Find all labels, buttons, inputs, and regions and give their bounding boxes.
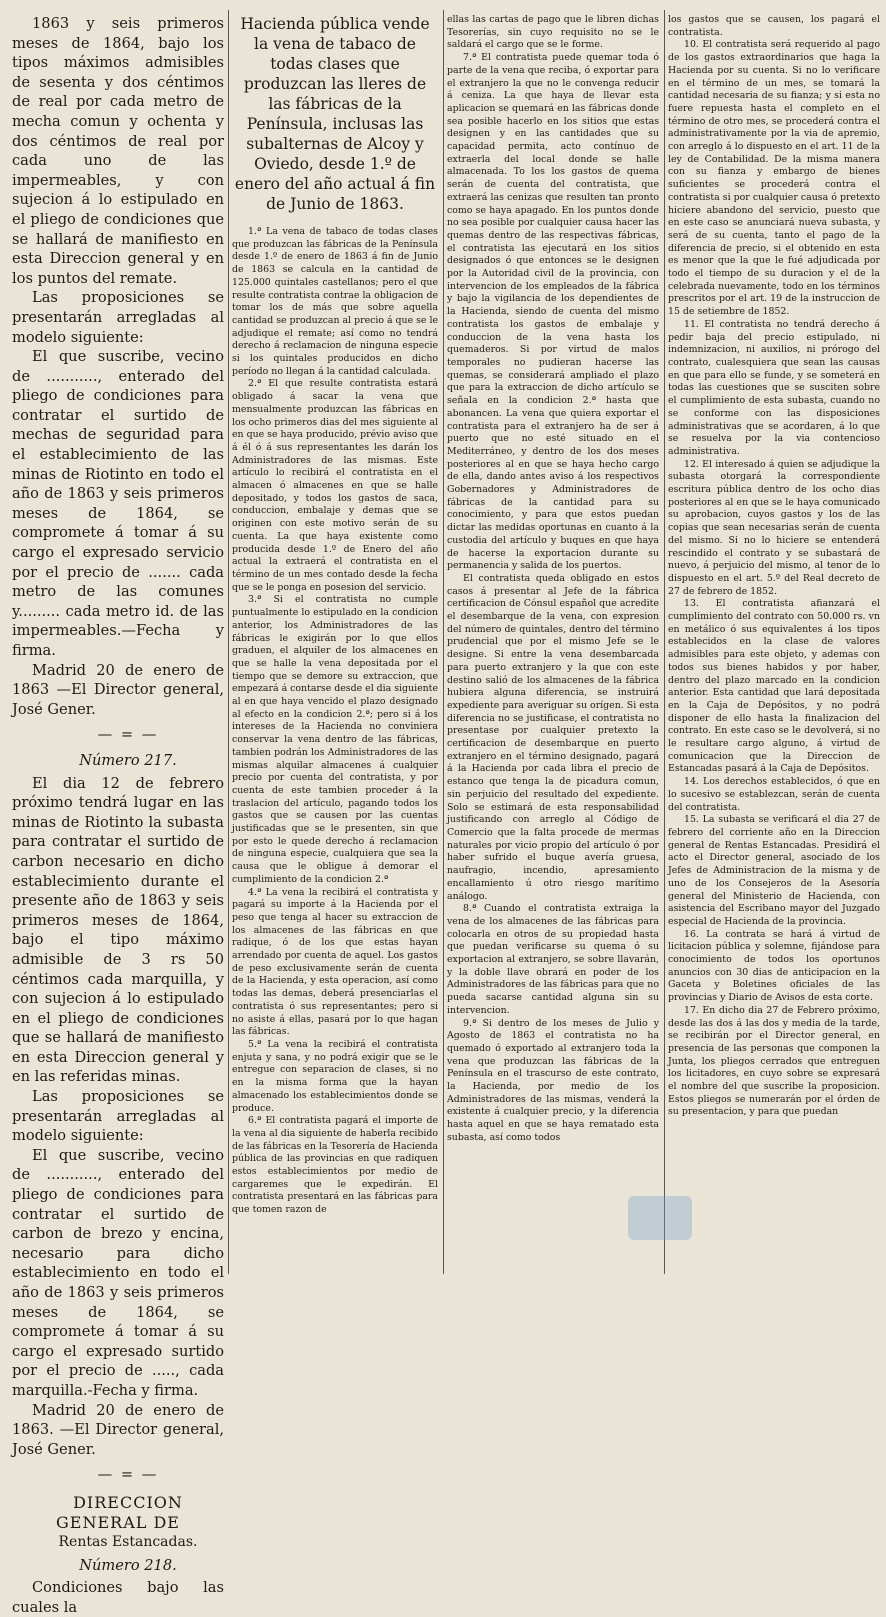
paragraph: ellas las cartas de pago que le libren dichas Tesorerías, sin cuyo requisito no se le saldará el cargo que se le forme. <box>447 14 659 51</box>
paragraph: El que suscribe, vecino de ..........., enterado del pliego de condiciones para contratar el surtido de carbon de brezo y encina, necesario para dicho establecimiento en todo el año de 1863 y seis primeros meses de 1864, se compromete á tomar á su cargo el expresado surtido por el precio de ....., cada marquilla.-Fecha y firma. <box>12 1146 224 1399</box>
signature-line: Madrid 20 de enero de 1863 —El Director general, José Gener. <box>12 661 224 718</box>
paragraph: 16. La contrata se hará á virtud de licitacion pública y solemne, fijándose para conocimiento de todos los oportunos anuncios con 30 dias de anticipacion en la Gaceta y Boletines oficiales de las provincias y Diario de Avisos de esta corte. <box>668 928 880 1004</box>
column-rule <box>664 10 665 1274</box>
notice-number: Número 217. <box>79 751 177 769</box>
paragraph: Las proposiciones se presentarán arregladas al modelo siguiente: <box>12 1088 224 1145</box>
paragraph: 6.ª El contratista pagará el importe de la vena al dia siguiente de haberla recibido de las fábricas en la Tesorería de Hacienda pública de las provincias en que radiquen estos establecimientos por medio de cargaremes que le expedirán. El contratista presentará en las fábricas para que tomen razon de <box>232 1115 438 1216</box>
separator: — = — <box>97 726 159 744</box>
paragraph: Condiciones bajo las cuales la <box>12 1579 224 1616</box>
ink-stain <box>628 1196 692 1240</box>
paragraph: 11. El contratista no tendrá derecho á pedir baja del precio estipulado, ni indemnizacion, ni auxilios, ni prórogo del contrato, cualesquiera que sean las causas en que para ello se funde, y se someterá en todas las cuestiones que se susciten sobre el cumplimiento de esta subasta, cuando no se conforme con las disposiciones administrativas que se acordaren, á lo que se resuelva por la via contencioso administrativa. <box>668 318 880 457</box>
paragraph: 14. Los derechos establecidos, ó que en lo sucesivo se establezcan, serán de cuenta del contratista. <box>668 776 880 813</box>
column-4 <box>668 14 880 1274</box>
column-rule <box>443 10 444 1274</box>
notice-number: Número 218. <box>79 1556 177 1574</box>
paragraph: 13. El contratista afianzará el cumplimiento del contrato con 50.000 rs. vn en metálico ó sus equivalentes á los tipos establecidos en la clase de valores admisibles para este objeto, y ademas con todos sus bienes habidos y por haber, dentro del plazo marcado en la condicion anterior. Esta cantidad que lará depositada en la Caja de Depósitos, y no podrá disponer de ello hasta la finalizacion del contrato. En este caso se le devolverá, si no le resultare cargo alguno, á virtud de comunicacion que la Direccion de Estancadas pasará á la Caja de Depósitos. <box>668 598 880 775</box>
section-heading: DIRECCION GENERAL DE <box>56 1492 183 1532</box>
paragraph: El contratista queda obligado en estos casos á presentar al Jefe de la fábrica certificacion de Cónsul español que acredite el desembarque de la vena, con expresion del número de quintales, dentro del término prudencial que por el mismo Jefe se le designe. Si entre la vena desembarcada para puerto extranjero y la que con este destino salió de los almacenes de la fábrica hubiera alguna diferencia, se instruirá expediente para averiguar su orígen. Si esta diferencia no se justificase, el contratista no presentase por cualquier pretexto la certificacion de desembarque en puerto extranjero en el término designado, pagará á la Hacienda por cada libra el precio de estanco que tenga la de picadura comun, sin perjuicio del resultado del expediente. Solo se estimará de esta responsabilidad justificando con arreglo al Código de Comercio que la falta procede de mermas naturales por vicio propio del artículo ó por haber sufrido el buque avería gruesa, naufragio, incendio, apresamiento encallamiento ú otro riesgo marítimo análogo. <box>447 572 659 902</box>
column-2 <box>232 14 438 1274</box>
column-3 <box>447 14 659 1274</box>
paragraph: 1.ª La vena de tabaco de todas clases que produzcan las fábricas de la Península desde 1.º de enero de 1863 á fin de Junio de 1863 se calcula en la cantidad de 125.000 quintales castellanos; pero el que resulte contratista contrae la obligacion de tomar los de más que sobre aquella cantidad se produzcan al precio á que se le adjudique el remate; así como no tendrá derecho á reclamacion de ninguna especie si los quintales producidos en dicho período no llegan á la cantidad calculada. <box>232 226 439 377</box>
column-1 <box>12 14 224 1616</box>
paragraph: 10. El contratista será requerido al pago de los gastos extraordinarios que haga la Hacienda por su cuenta. Si no lo verificare en el término de un mes, se tomará la cantidad necesaria de su fianza; y si esta no fuere repuesta hasta el completo en el término de otro mes, se procederá contra el administrativamente por la via de apremio, con arreglo á lo dispuesto en el art. 11 de la ley de Contabilidad. De la misma manera con su fianza y embargo de bienes suficientes se procederá contra el contratista si por cualquier causa ó pretexto hiciere abandono del servicio, puesto que en este caso se anunciará nueva subasta, y será de su cuenta, tanto el pago de la diferencia de precio, si el obtenido en esta es menor que la que le fué adjudicada por todo el tiempo de su duracion y el de la celebrada nuevamente, todo en los términos prescritos por el art. 19 de la instruccion de 15 de setiembre de 1852. <box>668 39 880 318</box>
notice-title: Hacienda pública vende la vena de tabaco de todas clases que produzcan las lleres de las fábricas de la Península, inclusas las subalternas de Alcoy y Oviedo, desde 1.º de enero del año actual á fin de Junio de 1863. <box>234 15 436 213</box>
paragraph: los gastos que se causen, los pagará el contratista. <box>668 14 880 38</box>
separator: — = — <box>97 1466 159 1484</box>
paragraph: 5.ª La vena la recibirá el contratista enjuta y sana, y no podrá exigir que se le entregue con separacion de clases, si no en la misma forma que la hayan almacenado los establecimientos donde se produce. <box>232 1039 438 1114</box>
section-subheading: Rentas Estancadas. <box>58 1533 198 1550</box>
paragraph: Las proposiciones se presentarán arregladas al modelo siguiente: <box>12 289 224 346</box>
paragraph: 2.ª El que resulte contratista estará obligado á sacar la vena que mensualmente produzcan las fábricas en los ocho primeros dias del mes siguiente al en que se haya producido, prévio aviso que á él ó á sus representantes les darán los Administradores de las mismas. Este artículo lo recibirá el contratista en el almacen ó almacenes en que se halle depositado, y todos los gastos de saca, conduccion, embalaje y demas que se originen con este motivo serán de su cuenta. La que haya existente como producida desde 1.º de Enero del año actual la extraerá el contratista en el término de un mes contado desde la fecha que se le ponga en posesion del servicio. <box>232 378 438 593</box>
column-rule <box>228 10 229 1274</box>
paragraph: 1863 y seis primeros meses de 1864, bajo los tipos máximos admisibles de sesenta y dos céntimos de real por cada metro de mecha comun y ochenta y dos céntimos de real por cada uno de las impermeables, y con sujecion á lo estipulado en el pliego de condiciones que se hallará de manifiesto en esta Direccion general y en los puntos del remate. <box>12 15 224 287</box>
paragraph: 8.ª Cuando el contratista extraiga la vena de los almacenes de las fábricas para colocarla en otros de su propiedad hasta que puedan verificarse su quema ó su exportacion al extranjero, se sobre llavarán, y la doble llave obrará en poder de los Administradores de las fábricas para que no pueda sacarse cantidad alguna sin su intervencion. <box>447 903 659 1016</box>
paragraph: 9.ª Si dentro de los meses de Julio y Agosto de 1863 el contratista no ha quemado ó exportado al extranjero toda la vena que produzcan las fábricas de la Península en el trascurso de este contrato, la Hacienda, por medio de los Administradores de las mismas, venderá la existente á cualquier precio, y la diferencia hasta aquel en que se haya rematado esta subasta, así como todos <box>447 1017 659 1143</box>
paragraph: 17. En dicho dia 27 de Febrero próximo, desde las dos á las dos y media de la tarde, se recibirán por el Director general, en presencia de las personas que componen la Junta, los pliegos cerrados que entreguen los licitadores, en cuyo sobre se expresará el nombre del que suscribe la proposicion. Estos pliegos se numerarán por el órden de su presentacion, y para que puedan <box>668 1004 880 1118</box>
signature-line: Madrid 20 de enero de 1863. —El Director general, José Gener. <box>12 1401 224 1458</box>
paragraph: 4.ª La vena la recibirá el contratista y pagará su importe á la Hacienda por el peso que tenga al hacer su extraccion de los almacenes de las fábricas en que radique, ó de los que estas hayan arrendado por cuenta de aquel. Los gastos de peso exclusivamente serán de cuenta de la Hacienda, y esta operacion, así como todas las demas, deberá presenciarlas el contratista ó sus representantes; pero si no asiste á ellas, pasará por lo que hagan las fábricas. <box>232 886 438 1038</box>
paragraph: El dia 12 de febrero próximo tendrá lugar en las minas de Riotinto la subasta para contratar el surtido de carbon necesario en dicho establecimiento durante el presente año de 1863 y seis primeros meses de 1864, bajo el tipo máximo admisible de 3 rs 50 céntimos cada marquilla, y con sujecion á lo estipulado en el pliego de condiciones que se hallará de manifiesto en esta Direccion general y en las referidas minas. <box>12 774 224 1086</box>
paragraph: El que suscribe, vecino de ..........., enterado del pliego de condiciones para contratar el surtido de mechas de seguridad para el establecimiento de las minas de Riotinto en todo el año de 1863 y seis primeros meses de 1864, se compromete á tomar á su cargo el expresado servicio por el precio de ....... cada metro de las comunes y......... cada metro id. de las impermeables.—Fecha y firma. <box>12 348 224 659</box>
paragraph: 3.ª Si el contratista no cumple puntualmente lo estipulado en la condicion anterior, los Administradores de las fábricas le exigirán por lo que ellos graduen, el alquiler de los almacenes en que se halle la vena depositada por el tiempo que se demore su extraccion, que empezará á contarse desde el dia siguiente al en que haya vencido el plazo designado al efecto en la condicion 2.ª; pero si á los intereses de la Hacienda no conviniera conservar la vena dentro de las fábricas, tambien podrán los Administradores de las mismas alquilar almacenes á cualquier precio por cuenta del contratista, y por cuenta de este tambien proceder á la traslacion del artículo, pagando todos los gastos que se causen por las cuentas justificadas que se le presenten, sin que por esto le quede derecho á reclamacion de ninguna especie, cualquiera que sea la causa que le obligue á demorar el cumplimiento de la condicion 2.ª <box>232 594 438 885</box>
paragraph: 7.ª El contratista puede quemar toda ó parte de la vena que reciba, ó exportar para el extranjero la que no le convenga reducir á ceniza. La que haya de llevar esta aplicacion se quemará en las fábricas donde sea posible hacerlo en los sitios que estas designen y en las cantidades que su capacidad permita, acto contínuo de extraerla del local donde se halle almacenada. To los los gastos de quema serán de cuenta del contratista, que extraerá las cenizas que resulten tan pronto como se haya apagado. En los puntos donde no sea posible por cualquier causa hacer las quemas dentro de las respectivas fábricas, el contratista las ejecutará en los sitios designados ó que entonces se le designen por la Autoridad civil de la provincia, con intervencion de los empleados de la fábrica y bajo la vigilancia de los dependientes de la Hacienda, siendo de cuenta del mismo contratista los gastos de embalaje y conduccion de la vena hasta los quemaderos. Si por virtud de malos temporales no pudieran hacerse las quemas, se considerará ampliado el plazo que para la extraccion de dicho artículo se señala en la condicion 2.ª hasta que abonancen. La vena que quiera exportar el contratista para el extranjero ha de ser á puerto que no esté situado en el Mediterráneo, y dentro de los dos meses posteriores al en que se haya hecho cargo de ella, dando antes aviso á los respectivos Gobernadores y Administradores de fábricas de la cantidad para su conocimiento, y para que estos puedan dictar las medidas oportunas en cuanto á la custodia del artículo y buques en que haya de hacerse la exportacion durante su permanencia y salida de los puertos. <box>447 52 659 572</box>
paragraph: 15. La subasta se verificará el dia 27 de febrero del corriente año en la Direccion general de Rentas Estancadas. Presidirá el acto el Director general, asociado de los Jefes de Administracion de la misma y de uno de los Consejeros de la Asesoría general del Ministerio de Hacienda, con asistencia del Escribano mayor del Juzgado especial de Hacienda de la provincia. <box>668 814 880 927</box>
paragraph: 12. El interesado á quien se adjudique la subasta otorgará la correspondiente escritura pública dentro de los ocho dias posteriores al en que se le haya comunicado su aprobacion, cuyos gastos y los de las copias que sean necesarias serán de cuenta del mismo. Si no lo hiciere se entenderá rescindido el contrato y se subastará de nuevo, á perjuicio del mismo, al tenor de lo dispuesto en el art. 5.º del Real decreto de 27 de febrero de 1852. <box>668 458 880 597</box>
